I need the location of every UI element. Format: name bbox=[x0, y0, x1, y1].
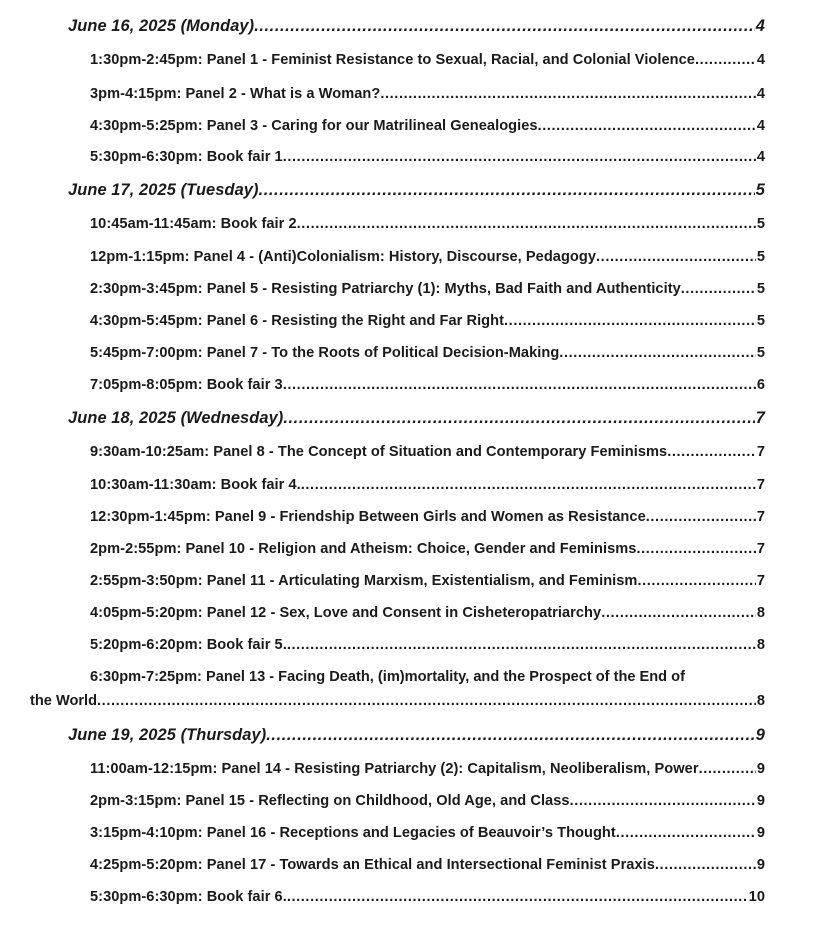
dot-leader bbox=[570, 793, 756, 809]
entry-text: 5:30pm-6:30pm: Book fair 1 bbox=[90, 149, 283, 165]
dot-leader bbox=[287, 637, 756, 653]
toc-entry[interactable] bbox=[90, 825, 765, 841]
day-heading-text: June 19, 2025 (Thursday) bbox=[68, 726, 267, 744]
toc-entry[interactable] bbox=[90, 477, 765, 493]
dot-leader bbox=[616, 825, 756, 841]
page-number: 5 bbox=[756, 216, 765, 232]
entry-text: 10:30am-11:30am: Book fair 4. bbox=[90, 477, 301, 493]
page-number: 7 bbox=[756, 573, 765, 589]
toc-day-heading[interactable] bbox=[68, 409, 765, 428]
toc-day-heading[interactable] bbox=[68, 17, 765, 36]
page-number: 5 bbox=[756, 345, 765, 361]
toc-entry[interactable] bbox=[90, 281, 765, 297]
day-heading-text: June 18, 2025 (Wednesday) bbox=[68, 409, 284, 427]
toc-entry[interactable] bbox=[90, 761, 765, 777]
page-number: 4 bbox=[756, 86, 765, 102]
toc-entry[interactable] bbox=[90, 509, 765, 525]
entry-text: 9:30am-10:25am: Panel 8 - The Concept of Situation and Contemporary Feminisms bbox=[90, 444, 668, 460]
dot-leader bbox=[254, 17, 755, 36]
toc-entry[interactable] bbox=[90, 118, 765, 134]
toc-entry[interactable] bbox=[90, 857, 765, 873]
entry-text: 12pm-1:15pm: Panel 4 - (Anti)Colonialism: History, Discourse, Pedagogy bbox=[90, 249, 597, 265]
entry-text: 4:30pm-5:25pm: Panel 3 - Caring for our Matrilineal Genealogies bbox=[90, 118, 538, 134]
dot-leader bbox=[283, 409, 754, 428]
page-number: 5 bbox=[755, 181, 765, 199]
entry-text: 4:30pm-5:45pm: Panel 6 - Resisting the Right and Far Right bbox=[90, 313, 505, 329]
entry-text: 5:20pm-6:20pm: Book fair 5. bbox=[90, 637, 287, 653]
entry-text: 12:30pm-1:45pm: Panel 9 - Friendship Between Girls and Women as Resistance bbox=[90, 509, 646, 525]
entry-text: 5:30pm-6:30pm: Book fair 6. bbox=[90, 889, 287, 905]
page-number: 9 bbox=[755, 726, 765, 744]
toc-entry[interactable] bbox=[90, 149, 765, 165]
page-number: 4 bbox=[756, 52, 765, 68]
toc-entry[interactable] bbox=[30, 693, 765, 709]
dot-leader bbox=[97, 693, 756, 709]
day-heading-text: June 17, 2025 (Tuesday) bbox=[68, 181, 259, 199]
toc-entry-wrapped-first-line[interactable]: 6:30pm-7:25pm: Panel 13 - Facing Death, (im)mortality, and the Prospect of the End of bbox=[90, 669, 685, 685]
page-number: 6 bbox=[756, 377, 765, 393]
dot-leader bbox=[380, 86, 756, 102]
dot-leader bbox=[637, 573, 755, 589]
entry-text: 5:45pm-7:00pm: Panel 7 - To the Roots of Political Decision-Making bbox=[90, 345, 560, 361]
day-heading-text: June 16, 2025 (Monday) bbox=[68, 17, 255, 35]
page-number: 5 bbox=[756, 313, 765, 329]
toc-entry[interactable] bbox=[90, 86, 765, 102]
toc-day-heading[interactable] bbox=[68, 181, 765, 200]
page-number: 5 bbox=[756, 249, 765, 265]
dot-leader bbox=[596, 249, 756, 265]
entry-text: 1:30pm-2:45pm: Panel 1 - Feminist Resistance to Sexual, Racial, and Colonial Violence bbox=[90, 52, 695, 68]
toc-entry[interactable] bbox=[90, 889, 765, 905]
dot-leader bbox=[601, 605, 756, 621]
dot-leader bbox=[297, 216, 756, 232]
page-number: 8 bbox=[756, 693, 765, 709]
entry-text: 2:55pm-3:50pm: Panel 11 - Articulating Marxism, Existentialism, and Feminism bbox=[90, 573, 638, 589]
page-number: 7 bbox=[756, 509, 765, 525]
entry-text: 3pm-4:15pm: Panel 2 - What is a Woman? bbox=[90, 86, 381, 102]
toc-entry[interactable] bbox=[90, 249, 765, 265]
toc-entry[interactable] bbox=[90, 377, 765, 393]
dot-leader bbox=[695, 52, 756, 68]
entry-text: 4:25pm-5:20pm: Panel 17 - Towards an Ethical and Intersectional Feminist Praxis bbox=[90, 857, 655, 873]
toc-entry[interactable] bbox=[90, 52, 765, 68]
page-number: 8 bbox=[756, 637, 765, 653]
entry-text: 2:30pm-3:45pm: Panel 5 - Resisting Patriarchy (1): Myths, Bad Faith and Authenticity bbox=[90, 281, 681, 297]
toc-entry[interactable] bbox=[90, 573, 765, 589]
toc-day-heading[interactable] bbox=[68, 726, 765, 745]
page-number: 7 bbox=[755, 409, 765, 427]
toc-entry[interactable] bbox=[90, 605, 765, 621]
dot-leader bbox=[283, 377, 756, 393]
dot-leader bbox=[655, 857, 756, 873]
page-number: 10 bbox=[748, 889, 765, 905]
entry-text: 2pm-3:15pm: Panel 15 - Reflecting on Childhood, Old Age, and Class bbox=[90, 793, 570, 809]
page-number: 5 bbox=[756, 281, 765, 297]
page-number: 9 bbox=[756, 793, 765, 809]
page-number: 8 bbox=[756, 605, 765, 621]
entry-text: 11:00am-12:15pm: Panel 14 - Resisting Patriarchy (2): Capitalism, Neoliberalism, Power bbox=[90, 761, 699, 777]
toc-entry[interactable] bbox=[90, 541, 765, 557]
entry-text: 4:05pm-5:20pm: Panel 12 - Sex, Love and Consent in Cisheteropatriarchy bbox=[90, 605, 602, 621]
dot-leader bbox=[636, 541, 755, 557]
dot-leader bbox=[538, 118, 756, 134]
page-number: 4 bbox=[755, 17, 765, 35]
page-number: 7 bbox=[756, 444, 765, 460]
toc-entry[interactable] bbox=[90, 444, 765, 460]
dot-leader bbox=[287, 889, 748, 905]
page-number: 7 bbox=[756, 541, 765, 557]
dot-leader bbox=[301, 477, 756, 493]
toc-entry[interactable] bbox=[90, 216, 765, 232]
entry-text: 10:45am-11:45am: Book fair 2 bbox=[90, 216, 297, 232]
dot-leader bbox=[559, 345, 756, 361]
page-number: 9 bbox=[756, 825, 765, 841]
entry-text: 2pm-2:55pm: Panel 10 - Religion and Atheism: Choice, Gender and Feminisms bbox=[90, 541, 637, 557]
dot-leader bbox=[646, 509, 756, 525]
dot-leader bbox=[266, 726, 755, 745]
dot-leader bbox=[283, 149, 756, 165]
entry-text-continued: the World bbox=[30, 693, 98, 709]
toc-entry[interactable] bbox=[90, 313, 765, 329]
dot-leader bbox=[504, 313, 756, 329]
toc-entry[interactable] bbox=[90, 637, 765, 653]
page-number: 4 bbox=[756, 149, 765, 165]
entry-text: 7:05pm-8:05pm: Book fair 3 bbox=[90, 377, 283, 393]
entry-text: 3:15pm-4:10pm: Panel 16 - Receptions and Legacies of Beauvoir’s Thought bbox=[90, 825, 616, 841]
dot-leader bbox=[699, 761, 756, 777]
toc-entry[interactable] bbox=[90, 345, 765, 361]
page-number: 9 bbox=[756, 761, 765, 777]
page-number: 9 bbox=[756, 857, 765, 873]
page-number: 4 bbox=[756, 118, 765, 134]
toc-entry[interactable] bbox=[90, 793, 765, 809]
page-number: 7 bbox=[756, 477, 765, 493]
dot-leader bbox=[259, 181, 755, 200]
dot-leader bbox=[681, 281, 756, 297]
dot-leader bbox=[667, 444, 756, 460]
